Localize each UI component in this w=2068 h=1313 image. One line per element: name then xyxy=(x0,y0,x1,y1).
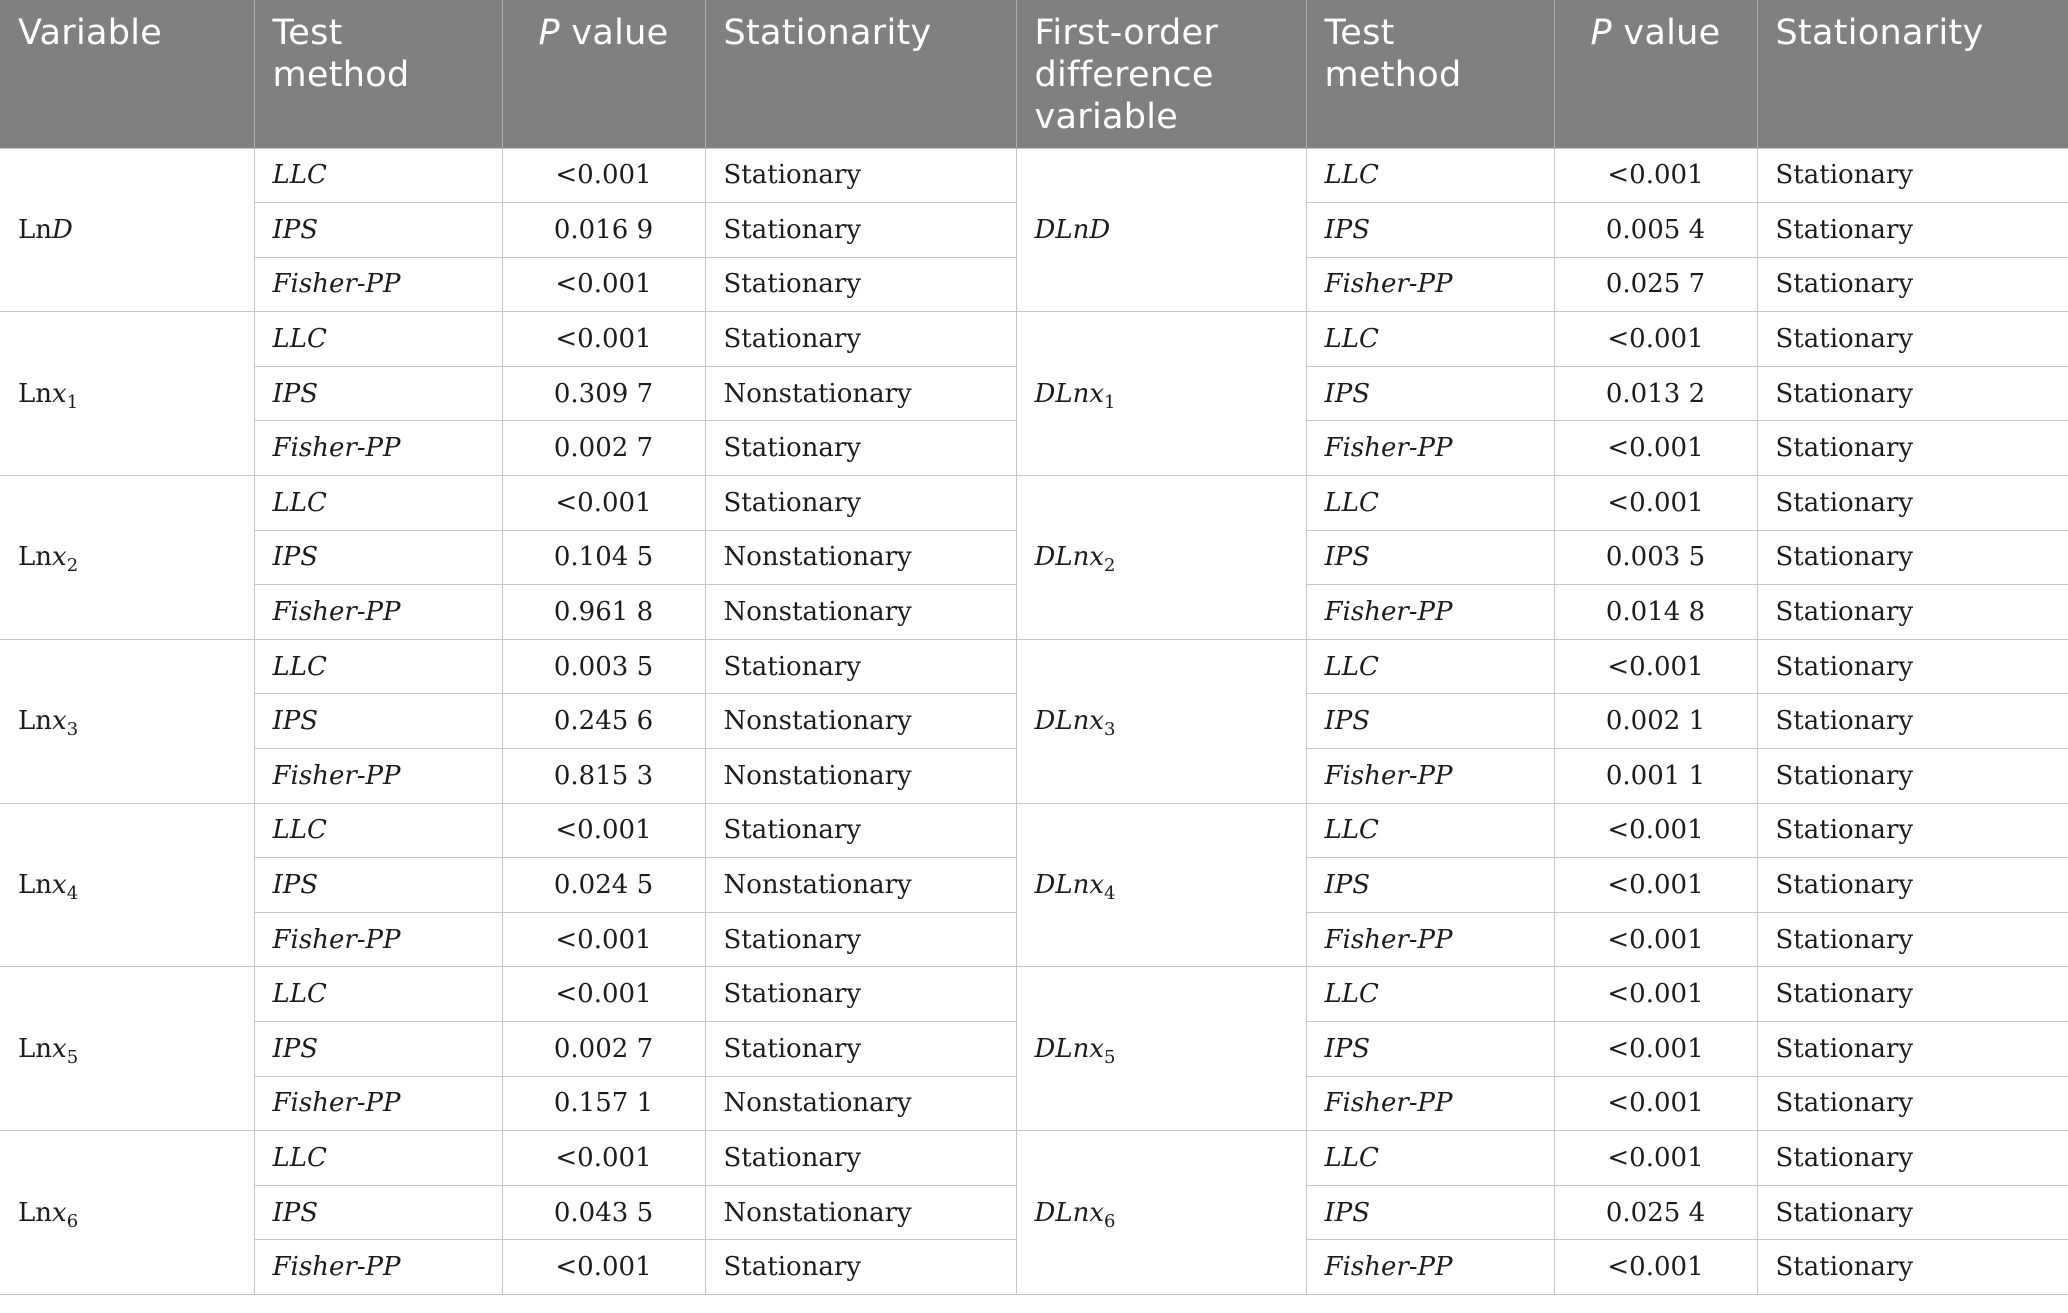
stationarity-cell: Stationary xyxy=(705,803,1016,858)
header-p-value-2 xyxy=(1554,0,1757,148)
diff-test-method-cell: IPS xyxy=(1306,366,1554,421)
header-p-symbol: P xyxy=(538,13,560,53)
diff-stationarity-cell: Stationary xyxy=(1757,749,2068,804)
p-value-cell: <0.001 xyxy=(502,148,705,203)
test-method-cell: LLC xyxy=(254,1131,502,1186)
diff-p-value-cell: <0.001 xyxy=(1554,912,1757,967)
test-method-cell: LLC xyxy=(254,312,502,367)
diff-test-method-cell: LLC xyxy=(1306,476,1554,531)
header-stationarity: Stationarity xyxy=(705,0,1016,148)
diff-symbol: x xyxy=(1089,1197,1105,1228)
diff-p-value-cell: <0.001 xyxy=(1554,476,1757,531)
test-method-cell: Fisher-PP xyxy=(254,1076,502,1131)
diff-test-method-cell: IPS xyxy=(1306,530,1554,585)
test-method-cell: LLC xyxy=(254,476,502,531)
test-method-cell: LLC xyxy=(254,148,502,203)
p-value-cell: 0.245 6 xyxy=(502,694,705,749)
variable-cell xyxy=(0,1131,254,1295)
diff-test-method-cell: LLC xyxy=(1306,639,1554,694)
test-method-cell: Fisher-PP xyxy=(254,1240,502,1295)
var-subscript: 5 xyxy=(66,1046,79,1068)
diff-p-value-cell: <0.001 xyxy=(1554,639,1757,694)
test-method-cell: IPS xyxy=(254,530,502,585)
diff-subscript: 1 xyxy=(1104,391,1116,413)
table-row xyxy=(0,803,2068,858)
header-test-method-2: Test method xyxy=(1306,0,1554,148)
diff-test-method-cell: LLC xyxy=(1306,148,1554,203)
var-prefix: Ln xyxy=(18,1197,53,1228)
diff-symbol: D xyxy=(1089,214,1111,245)
diff-p-value-cell: 0.013 2 xyxy=(1554,366,1757,421)
diff-prefix: DLn xyxy=(1034,1033,1090,1064)
p-value-cell: 0.003 5 xyxy=(502,639,705,694)
diff-subscript: 4 xyxy=(1104,883,1116,905)
var-symbol: x xyxy=(52,378,67,409)
diff-symbol: x xyxy=(1089,542,1105,573)
diff-variable-cell xyxy=(1016,967,1306,1131)
variable-cell xyxy=(0,476,254,640)
table-row xyxy=(0,476,2068,531)
header-stationarity-2: Stationarity xyxy=(1757,0,2068,148)
diff-test-method-cell: Fisher-PP xyxy=(1306,1076,1554,1131)
table-row xyxy=(0,148,2068,203)
diff-test-method-cell: IPS xyxy=(1306,1185,1554,1240)
diff-test-method-cell: Fisher-PP xyxy=(1306,421,1554,476)
p-value-cell: 0.002 7 xyxy=(502,1022,705,1077)
diff-prefix: DLn xyxy=(1034,542,1090,573)
diff-prefix: DLn xyxy=(1034,1197,1090,1228)
diff-p-value-cell: 0.005 4 xyxy=(1554,203,1757,258)
stationarity-cell: Nonstationary xyxy=(705,694,1016,749)
diff-symbol: x xyxy=(1089,870,1105,901)
var-prefix: Ln xyxy=(18,870,53,901)
diff-p-value-cell: <0.001 xyxy=(1554,1076,1757,1131)
header-variable: Variable xyxy=(0,0,254,148)
diff-test-method-cell: IPS xyxy=(1306,203,1554,258)
p-value-cell: <0.001 xyxy=(502,312,705,367)
diff-prefix: DLn xyxy=(1034,214,1090,245)
stationarity-cell: Stationary xyxy=(705,912,1016,967)
diff-p-value-cell: 0.025 4 xyxy=(1554,1185,1757,1240)
stationarity-cell: Stationary xyxy=(705,312,1016,367)
diff-test-method-cell: Fisher-PP xyxy=(1306,912,1554,967)
var-prefix: Ln xyxy=(18,214,53,245)
p-value-cell: <0.001 xyxy=(502,257,705,312)
test-method-cell: IPS xyxy=(254,1022,502,1077)
header-p-word-2: value xyxy=(1611,13,1721,53)
diff-p-value-cell: <0.001 xyxy=(1554,803,1757,858)
stationarity-cell: Nonstationary xyxy=(705,585,1016,640)
diff-variable-cell xyxy=(1016,1131,1306,1295)
diff-prefix: DLn xyxy=(1034,378,1090,409)
var-subscript: 4 xyxy=(66,883,79,905)
p-value-cell: <0.001 xyxy=(502,1131,705,1186)
diff-subscript: 3 xyxy=(1104,719,1116,741)
p-value-cell: 0.309 7 xyxy=(502,366,705,421)
stationarity-cell: Nonstationary xyxy=(705,1076,1016,1131)
p-value-cell: 0.024 5 xyxy=(502,858,705,913)
diff-stationarity-cell: Stationary xyxy=(1757,858,2068,913)
diff-stationarity-cell: Stationary xyxy=(1757,967,2068,1022)
header-p-word: value xyxy=(559,13,669,53)
diff-stationarity-cell: Stationary xyxy=(1757,1185,2068,1240)
stationarity-cell: Stationary xyxy=(705,1131,1016,1186)
header-row xyxy=(0,0,2068,148)
diff-p-value-cell: <0.001 xyxy=(1554,1022,1757,1077)
variable-cell xyxy=(0,967,254,1131)
diff-stationarity-cell: Stationary xyxy=(1757,257,2068,312)
diff-symbol: x xyxy=(1089,1033,1105,1064)
p-value-cell: 0.043 5 xyxy=(502,1185,705,1240)
stationarity-cell: Stationary xyxy=(705,203,1016,258)
var-prefix: Ln xyxy=(18,378,53,409)
table-row xyxy=(0,967,2068,1022)
var-subscript: 1 xyxy=(66,391,79,413)
diff-stationarity-cell: Stationary xyxy=(1757,148,2068,203)
stationarity-cell: Nonstationary xyxy=(705,858,1016,913)
p-value-cell: <0.001 xyxy=(502,476,705,531)
diff-stationarity-cell: Stationary xyxy=(1757,366,2068,421)
diff-test-method-cell: LLC xyxy=(1306,967,1554,1022)
var-prefix: Ln xyxy=(18,542,53,573)
diff-stationarity-cell: Stationary xyxy=(1757,694,2068,749)
var-subscript: 3 xyxy=(66,719,79,741)
diff-p-value-cell: <0.001 xyxy=(1554,1131,1757,1186)
test-method-cell: LLC xyxy=(254,967,502,1022)
stationarity-cell: Stationary xyxy=(705,421,1016,476)
test-method-cell: IPS xyxy=(254,203,502,258)
table-row xyxy=(0,1131,2068,1186)
diff-test-method-cell: IPS xyxy=(1306,1022,1554,1077)
diff-p-value-cell: <0.001 xyxy=(1554,312,1757,367)
diff-stationarity-cell: Stationary xyxy=(1757,1131,2068,1186)
header-diff-variable: First-order difference variable xyxy=(1016,0,1306,148)
p-value-cell: 0.002 7 xyxy=(502,421,705,476)
stationarity-cell: Stationary xyxy=(705,1022,1016,1077)
test-method-cell: Fisher-PP xyxy=(254,421,502,476)
table-body xyxy=(0,148,2068,1294)
variable-cell xyxy=(0,312,254,476)
p-value-cell: 0.961 8 xyxy=(502,585,705,640)
test-method-cell: Fisher-PP xyxy=(254,585,502,640)
diff-subscript: 6 xyxy=(1104,1210,1116,1232)
diff-test-method-cell: Fisher-PP xyxy=(1306,585,1554,640)
var-symbol: x xyxy=(52,542,67,573)
test-method-cell: IPS xyxy=(254,1185,502,1240)
diff-p-value-cell: 0.025 7 xyxy=(1554,257,1757,312)
variable-cell xyxy=(0,639,254,803)
diff-stationarity-cell: Stationary xyxy=(1757,203,2068,258)
diff-variable-cell xyxy=(1016,148,1306,312)
diff-prefix: DLn xyxy=(1034,870,1090,901)
test-method-cell: IPS xyxy=(254,858,502,913)
stationarity-cell: Nonstationary xyxy=(705,530,1016,585)
test-method-cell: Fisher-PP xyxy=(254,912,502,967)
stationarity-cell: Stationary xyxy=(705,1240,1016,1295)
test-method-cell: LLC xyxy=(254,639,502,694)
p-value-cell: <0.001 xyxy=(502,967,705,1022)
diff-stationarity-cell: Stationary xyxy=(1757,1240,2068,1295)
p-value-cell: <0.001 xyxy=(502,912,705,967)
stationarity-cell: Stationary xyxy=(705,257,1016,312)
diff-test-method-cell: IPS xyxy=(1306,858,1554,913)
diff-stationarity-cell: Stationary xyxy=(1757,1076,2068,1131)
stationarity-cell: Stationary xyxy=(705,148,1016,203)
diff-stationarity-cell: Stationary xyxy=(1757,476,2068,531)
stationarity-cell: Stationary xyxy=(705,967,1016,1022)
diff-p-value-cell: 0.002 1 xyxy=(1554,694,1757,749)
diff-variable-cell xyxy=(1016,312,1306,476)
diff-variable-cell xyxy=(1016,639,1306,803)
p-value-cell: 0.815 3 xyxy=(502,749,705,804)
stationarity-cell: Nonstationary xyxy=(705,1185,1016,1240)
header-test-method: Test method xyxy=(254,0,502,148)
diff-stationarity-cell: Stationary xyxy=(1757,639,2068,694)
var-subscript: 6 xyxy=(66,1210,79,1232)
diff-variable-cell xyxy=(1016,476,1306,640)
stationarity-cell: Nonstationary xyxy=(705,366,1016,421)
diff-symbol: x xyxy=(1089,706,1105,737)
header-p-symbol-2: P xyxy=(1590,13,1612,53)
diff-p-value-cell: <0.001 xyxy=(1554,967,1757,1022)
diff-stationarity-cell: Stationary xyxy=(1757,312,2068,367)
diff-prefix: DLn xyxy=(1034,706,1090,737)
p-value-cell: 0.157 1 xyxy=(502,1076,705,1131)
diff-test-method-cell: LLC xyxy=(1306,1131,1554,1186)
diff-stationarity-cell: Stationary xyxy=(1757,585,2068,640)
diff-test-method-cell: LLC xyxy=(1306,803,1554,858)
diff-subscript: 2 xyxy=(1104,555,1116,577)
var-subscript: 2 xyxy=(66,555,79,577)
var-symbol: x xyxy=(52,870,67,901)
test-method-cell: Fisher-PP xyxy=(254,257,502,312)
var-symbol: x xyxy=(52,706,67,737)
diff-stationarity-cell: Stationary xyxy=(1757,421,2068,476)
diff-subscript: 5 xyxy=(1104,1046,1116,1068)
variable-cell xyxy=(0,803,254,967)
diff-test-method-cell: Fisher-PP xyxy=(1306,1240,1554,1295)
diff-test-method-cell: LLC xyxy=(1306,312,1554,367)
p-value-cell: <0.001 xyxy=(502,1240,705,1295)
diff-test-method-cell: Fisher-PP xyxy=(1306,749,1554,804)
diff-test-method-cell: Fisher-PP xyxy=(1306,257,1554,312)
stationarity-cell: Nonstationary xyxy=(705,749,1016,804)
var-prefix: Ln xyxy=(18,1033,53,1064)
stationarity-cell: Stationary xyxy=(705,639,1016,694)
stationarity-cell: Stationary xyxy=(705,476,1016,531)
diff-test-method-cell: IPS xyxy=(1306,694,1554,749)
var-symbol: x xyxy=(52,1197,67,1228)
var-symbol: D xyxy=(52,214,73,245)
test-method-cell: Fisher-PP xyxy=(254,749,502,804)
header-p-value xyxy=(502,0,705,148)
p-value-cell: 0.104 5 xyxy=(502,530,705,585)
diff-p-value-cell: <0.001 xyxy=(1554,421,1757,476)
var-symbol: x xyxy=(52,1033,67,1064)
diff-symbol: x xyxy=(1089,378,1105,409)
diff-stationarity-cell: Stationary xyxy=(1757,803,2068,858)
diff-stationarity-cell: Stationary xyxy=(1757,1022,2068,1077)
diff-p-value-cell: <0.001 xyxy=(1554,1240,1757,1295)
diff-p-value-cell: <0.001 xyxy=(1554,858,1757,913)
test-method-cell: LLC xyxy=(254,803,502,858)
test-method-cell: IPS xyxy=(254,694,502,749)
diff-p-value-cell: 0.014 8 xyxy=(1554,585,1757,640)
table-row xyxy=(0,639,2068,694)
diff-stationarity-cell: Stationary xyxy=(1757,912,2068,967)
diff-p-value-cell: 0.003 5 xyxy=(1554,530,1757,585)
variable-cell xyxy=(0,148,254,312)
diff-stationarity-cell: Stationary xyxy=(1757,530,2068,585)
p-value-cell: <0.001 xyxy=(502,803,705,858)
diff-variable-cell xyxy=(1016,803,1306,967)
p-value-cell: 0.016 9 xyxy=(502,203,705,258)
table-row xyxy=(0,312,2068,367)
test-method-cell: IPS xyxy=(254,366,502,421)
diff-p-value-cell: 0.001 1 xyxy=(1554,749,1757,804)
var-prefix: Ln xyxy=(18,706,53,737)
diff-p-value-cell: <0.001 xyxy=(1554,148,1757,203)
